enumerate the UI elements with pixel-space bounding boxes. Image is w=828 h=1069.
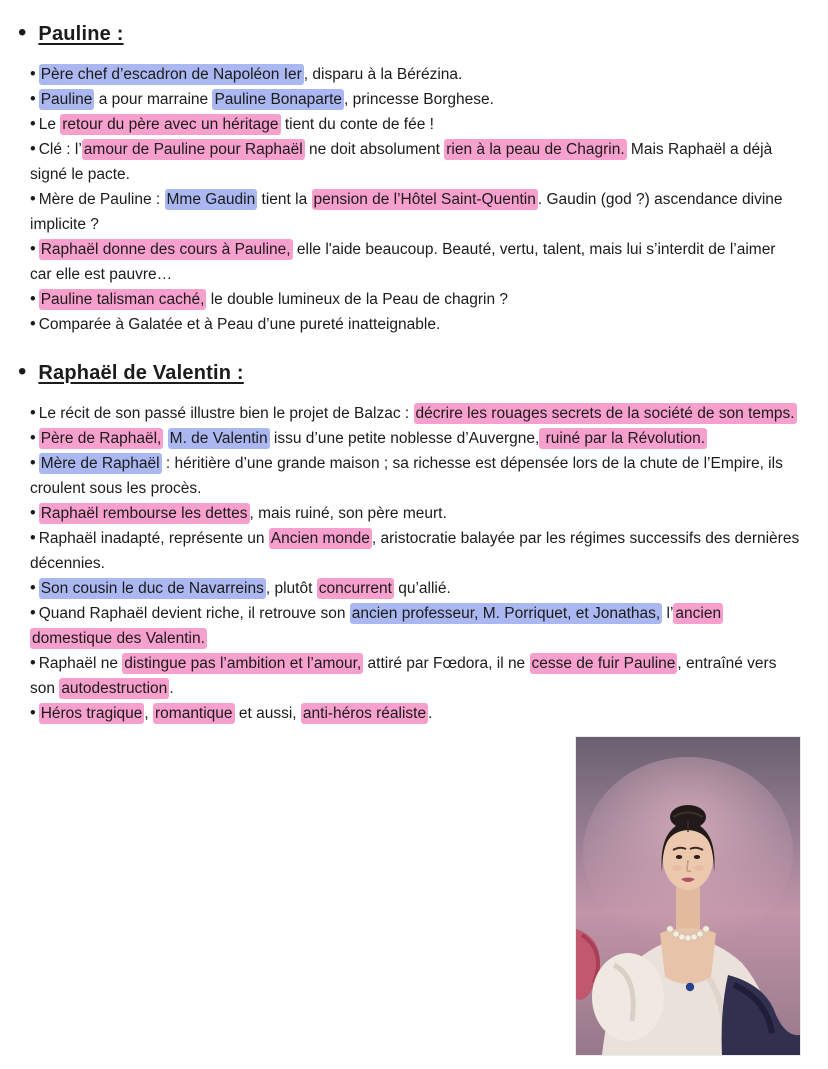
highlighted-text-pink: distingue pas l’ambition et l’amour,	[124, 655, 362, 672]
bullet-icon: •	[30, 290, 36, 308]
highlighted-text-pink: pension de l’Hôtel Saint-Quentin	[313, 191, 536, 208]
note-item	[30, 62, 800, 87]
section-header	[16, 19, 800, 46]
bullet-icon: •	[30, 604, 36, 622]
text-segment: Raphaël ne	[38, 655, 123, 672]
bullet-icon: •	[30, 579, 36, 597]
section-bullet-icon: •	[18, 19, 27, 46]
note-item	[30, 112, 800, 137]
text-segment: , aristocratie balayée par les régimes successifs des dernières décennies.	[30, 530, 800, 572]
highlighted-text-pink: rien à la peau de Chagrin.	[446, 141, 625, 158]
highlighted-text-pink: Raphaël donne des cours à Pauline,	[40, 241, 291, 258]
note-item	[30, 601, 800, 651]
note-item	[30, 526, 800, 576]
highlighted-text-pink: romantique	[155, 705, 233, 722]
note-list	[16, 401, 800, 726]
note-item	[30, 312, 800, 337]
text-segment: , mais ruiné, son père meurt.	[249, 505, 447, 522]
text-segment	[163, 430, 167, 447]
highlighted-text-pink: Ancien monde	[270, 530, 370, 547]
note-item	[30, 451, 800, 501]
bullet-icon: •	[30, 240, 36, 258]
text-segment: tient du conte de fée !	[280, 116, 434, 133]
highlighted-text-blue: ancien professeur, M. Porriquet, et Jonathas,	[351, 605, 661, 622]
text-segment: ,	[144, 705, 153, 722]
bullet-icon: •	[30, 504, 36, 522]
section-bullet-icon: •	[18, 358, 27, 385]
text-segment: le double lumineux de la Peau de chagrin ?	[206, 291, 509, 308]
bullet-icon: •	[30, 529, 36, 547]
highlighted-text-pink: Héros tragique	[40, 705, 143, 722]
note-item	[30, 137, 800, 187]
note-item	[30, 426, 800, 451]
highlighted-text-blue: Père chef d’escadron de Napoléon Ier	[40, 66, 302, 83]
highlighted-text-pink: Pauline talisman caché,	[40, 291, 205, 308]
text-segment: , princesse Borghese.	[344, 91, 494, 108]
note-item	[30, 237, 800, 287]
highlighted-text-blue: Mère de Raphaël	[40, 455, 160, 472]
bullet-icon: •	[30, 429, 36, 447]
text-segment: . Gaudin (god ?) ascendance divine implicite ?	[30, 191, 783, 233]
section-title: Pauline :	[38, 22, 124, 45]
note-item	[30, 87, 800, 112]
note-item	[30, 187, 800, 237]
text-segment: attiré par Fœdora, il ne	[363, 655, 530, 672]
highlighted-text-blue: Pauline Bonaparte	[214, 91, 342, 108]
highlighted-text-pink: retour du père avec un héritage	[62, 116, 279, 133]
note-item	[30, 701, 800, 726]
highlighted-text-blue: Pauline	[40, 91, 93, 108]
text-segment: l’	[662, 605, 674, 622]
text-segment: Mère de Pauline :	[38, 191, 165, 208]
highlighted-text-blue: M. de Valentin	[169, 430, 268, 447]
note-item	[30, 287, 800, 312]
highlighted-text-pink: cesse de fuir Pauline	[531, 655, 676, 672]
text-segment: Quand Raphaël devient riche, il retrouve son	[38, 605, 350, 622]
text-segment: , entraîné vers son	[30, 655, 777, 697]
text-segment: Le récit de son passé illustre bien le projet de Balzac :	[38, 405, 414, 422]
bullet-icon: •	[30, 140, 36, 158]
section-header	[16, 358, 800, 385]
highlighted-text-pink: anti-héros réaliste	[302, 705, 427, 722]
note-item	[30, 651, 800, 701]
text-segment: issu d’une petite noblesse d’Auvergne,	[269, 430, 540, 447]
note-list	[16, 62, 800, 337]
bullet-icon: •	[30, 90, 36, 108]
bullet-icon: •	[30, 404, 36, 422]
note-section-2	[16, 358, 800, 726]
portrait-image	[576, 737, 800, 1055]
highlighted-text-pink: ancien domestique des Valentin.	[32, 605, 722, 647]
text-segment: qu’allié.	[393, 580, 451, 597]
highlighted-text-pink: concurrent	[318, 580, 392, 597]
section-title: Raphaël de Valentin :	[38, 361, 244, 384]
bullet-icon: •	[30, 654, 36, 672]
bullet-icon: •	[30, 704, 36, 722]
bullet-icon: •	[30, 65, 36, 83]
notes-sections	[16, 19, 800, 726]
note-item	[30, 501, 800, 526]
highlighted-text-pink: ruiné par la Révolution.	[541, 430, 706, 447]
bullet-icon: •	[30, 190, 36, 208]
text-segment: Mais Raphaël a déjà signé le pacte.	[30, 141, 773, 183]
text-segment: Le	[38, 116, 61, 133]
text-segment: , disparu à la Bérézina.	[303, 66, 463, 83]
text-segment: tient la	[257, 191, 312, 208]
bullet-icon: •	[30, 454, 36, 472]
text-segment: et aussi,	[234, 705, 301, 722]
highlighted-text-pink: décrire les rouages secrets de la société de son temps.	[415, 405, 795, 422]
text-segment: elle l'aide beaucoup. Beauté, vertu, talent, mais lui s’interdit de l’aimer car elle est pauvre…	[30, 241, 776, 283]
bullet-icon: •	[30, 315, 36, 333]
text-segment: Raphaël inadapté, représente un	[38, 530, 269, 547]
text-segment: ne doit absolument	[304, 141, 445, 158]
woman-portrait-painting	[576, 737, 800, 1055]
text-segment: , plutôt	[265, 580, 317, 597]
note-section-1	[16, 19, 800, 337]
text-segment: : héritière d’une grande maison ; sa richesse est dépensée lors de la chute de l’Empire, ils croulent sous les procès.	[30, 455, 783, 497]
text-segment: Comparée à Galatée et à Peau d’une pureté inatteignable.	[38, 316, 441, 333]
highlighted-text-pink: autodestruction	[61, 680, 168, 697]
highlighted-text-pink: Père de Raphaël,	[40, 430, 162, 447]
highlighted-text-pink: Raphaël rembourse les dettes	[40, 505, 248, 522]
text-segment: .	[428, 705, 433, 722]
text-segment: .	[169, 680, 174, 697]
note-item	[30, 401, 800, 426]
highlighted-text-blue: Mme Gaudin	[166, 191, 256, 208]
bullet-icon: •	[30, 115, 36, 133]
text-segment: a pour marraine	[94, 91, 213, 108]
highlighted-text-blue: Son cousin le duc de Navarreins	[40, 580, 264, 597]
highlighted-text-pink: amour de Pauline pour Raphaël	[83, 141, 303, 158]
note-item	[30, 576, 800, 601]
text-segment: Clé : l’	[38, 141, 82, 158]
